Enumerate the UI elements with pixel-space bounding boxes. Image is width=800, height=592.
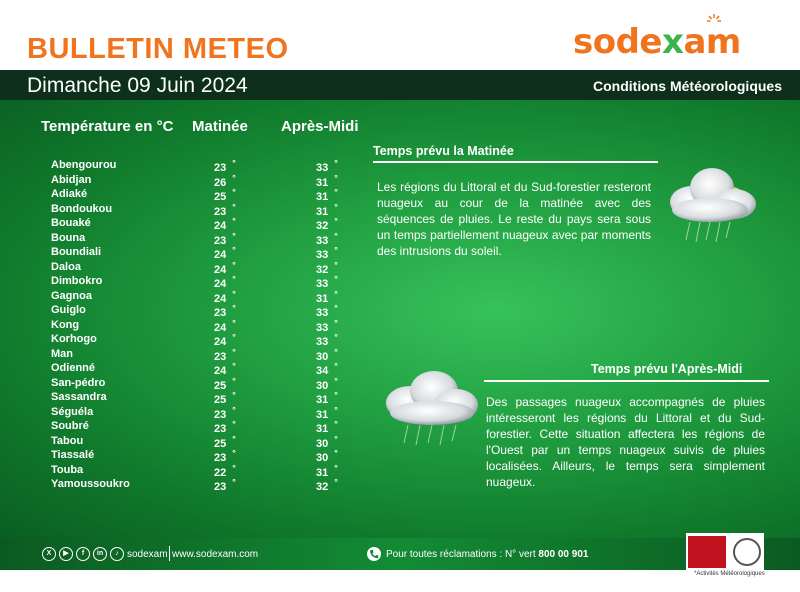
degree-symbol: °	[232, 245, 236, 255]
afternoon-temperature: 31	[316, 408, 329, 421]
conditions-label: Conditions Météorologiques	[593, 78, 782, 94]
afternoon-temperature: 30	[316, 452, 329, 464]
morning-temperature: 25	[214, 379, 227, 392]
cloud-rain-icon	[376, 365, 486, 449]
morning-temperature: 23	[214, 423, 227, 435]
afternoon-temperature: 32	[316, 481, 329, 493]
morning-temperature: 23	[214, 350, 227, 363]
morning-temperature: 22	[214, 466, 227, 479]
morning-temperature: 24	[214, 365, 227, 377]
afternoon-temperature: 34	[316, 365, 329, 377]
morning-temperature: 24	[214, 249, 227, 261]
city-name: Bouaké	[51, 217, 91, 229]
degree-symbol: °	[232, 462, 236, 473]
claims-label: Pour toutes réclamations : N° vert	[386, 549, 539, 560]
afternoon-temperature: 32	[316, 263, 329, 276]
city-name: Korhogo	[51, 333, 97, 345]
degree-symbol: °	[334, 201, 338, 212]
degree-symbol: °	[334, 288, 338, 299]
afternoon-temperature: 30	[316, 350, 329, 363]
morning-temperature: 25	[214, 437, 227, 450]
afternoon-temperature: 33	[316, 307, 329, 319]
degree-symbol: °	[334, 259, 338, 270]
afternoon-temperature: 33	[316, 249, 329, 261]
afternoon-temperature: 31	[316, 292, 329, 305]
degree-symbol: °	[232, 288, 236, 299]
afternoon-temperature: 32	[316, 220, 329, 232]
city-name: Abengourou	[51, 159, 117, 171]
degree-symbol: °	[232, 346, 236, 357]
degree-symbol: °	[334, 419, 338, 429]
morning-temperature: 25	[214, 394, 227, 406]
degree-symbol: °	[232, 477, 236, 487]
degree-symbol: °	[334, 477, 338, 487]
degree-symbol: °	[334, 158, 338, 168]
degree-symbol: °	[232, 332, 236, 342]
morning-temperature: 24	[214, 278, 227, 290]
morning-temperature: 24	[214, 263, 227, 276]
degree-symbol: °	[232, 172, 236, 183]
degree-symbol: °	[334, 216, 338, 226]
degree-symbol: °	[334, 303, 338, 313]
degree-symbol: °	[334, 332, 338, 342]
temperature-column-header: Température en °C	[41, 118, 174, 135]
city-name: Man	[51, 347, 73, 360]
degree-symbol: °	[334, 346, 338, 357]
afternoon-temperature: 33	[316, 278, 329, 290]
morning-title-rule	[373, 161, 658, 163]
degree-symbol: °	[232, 274, 236, 284]
footer-divider	[169, 546, 170, 561]
cloud-sun-rain-icon	[660, 158, 764, 248]
city-name: Yamoussoukro	[51, 478, 130, 490]
city-name: Abidjan	[51, 173, 92, 186]
city-name: Odienné	[51, 362, 96, 374]
degree-symbol: °	[334, 448, 338, 458]
degree-symbol: °	[334, 404, 338, 415]
afternoon-temperature: 30	[316, 379, 329, 392]
degree-symbol: °	[334, 317, 338, 328]
degree-symbol: °	[232, 187, 236, 197]
iso-badge	[688, 536, 726, 568]
morning-column-header: Matinée	[192, 118, 248, 135]
city-name: Touba	[51, 463, 84, 476]
degree-symbol: °	[334, 245, 338, 255]
morning-temperature: 24	[214, 321, 227, 334]
degree-symbol: °	[232, 419, 236, 429]
afternoon-temperature: 31	[316, 394, 329, 406]
facebook-icon[interactable]: f	[76, 547, 90, 561]
afternoon-title-rule	[484, 380, 769, 382]
afternoon-temperature: 33	[316, 336, 329, 348]
degree-symbol: °	[232, 361, 236, 371]
afternoon-temperature-list	[316, 158, 338, 492]
morning-temperature: 23	[214, 162, 227, 174]
city-name: Soubré	[51, 420, 89, 432]
morning-temperature: 23	[214, 452, 227, 464]
afternoon-temperature: 33	[316, 162, 329, 174]
morning-temperature: 23	[214, 234, 227, 247]
phone-icon	[367, 547, 381, 561]
city-list	[51, 158, 130, 492]
degree-symbol: °	[232, 433, 236, 444]
degree-symbol: °	[232, 216, 236, 226]
city-name: Tabou	[51, 434, 84, 447]
morning-forecast-text: Les régions du Littoral et du Sud-forestier resteront nuageux au cour de la matinée avec des séquences de pluies. Le reste du pays sera sous un temps partiellement nuageux avec par moments des intrusions du soleil.	[377, 180, 651, 258]
degree-symbol: °	[334, 274, 338, 284]
morning-temperature: 24	[214, 220, 227, 232]
morning-temperature: 23	[214, 481, 227, 493]
city-name: Guiglo	[51, 304, 86, 316]
degree-symbol: °	[334, 230, 338, 241]
afternoon-temperature-cell	[316, 477, 338, 492]
website-link[interactable]: www.sodexam.com	[172, 549, 259, 560]
youtube-icon[interactable]: ▶	[59, 547, 73, 561]
degree-symbol: °	[232, 375, 236, 386]
page-title: BULLETIN METEO	[27, 33, 289, 65]
city-name: Dimbokro	[51, 275, 103, 287]
city-name: Bouna	[51, 231, 86, 244]
city-name: Sassandra	[51, 391, 107, 403]
degree-symbol: °	[334, 390, 338, 400]
degree-symbol: °	[232, 201, 236, 212]
city-name: Adiaké	[51, 188, 88, 200]
afternoon-temperature: 33	[316, 321, 329, 334]
city-name: Séguéla	[51, 405, 94, 418]
city-name: San-pédro	[51, 376, 106, 389]
x-icon[interactable]: X	[42, 547, 56, 561]
bulletin-date: Dimanche 09 Juin 2024	[27, 74, 248, 97]
morning-temperature: 23	[214, 205, 227, 218]
morning-temperature: 26	[214, 176, 227, 189]
linkedin-icon[interactable]: in	[93, 547, 107, 561]
afternoon-column-header: Après-Midi	[281, 118, 359, 135]
social-icons	[42, 547, 124, 561]
morning-temperature: 24	[214, 336, 227, 348]
morning-forecast-title: Temps prévu la Matinée	[373, 144, 514, 158]
morning-temperature: 23	[214, 307, 227, 319]
city-name: Daloa	[51, 260, 81, 273]
afternoon-forecast-text: Des passages nuageux accompagnés de pluies intéresseront les régions du Littoral et du Sud-forestier. Cette situation affectera les régions de l'Ouest par un temps nuageux suivis de pluies localisées. Ailleurs, le temps sera simplement nuageux.	[486, 395, 765, 489]
afternoon-temperature: 31	[316, 466, 329, 479]
degree-symbol: °	[232, 259, 236, 270]
claims-line	[386, 549, 588, 560]
city-name: Tiassalé	[51, 449, 95, 461]
sun-burst-icon	[707, 14, 721, 28]
degree-symbol: °	[334, 433, 338, 444]
afternoon-forecast-title: Temps prévu l'Après-Midi	[591, 362, 743, 376]
sodexam-logo: sodexam	[573, 22, 741, 62]
bureau-veritas-seal	[733, 538, 761, 566]
degree-symbol: °	[334, 187, 338, 197]
afternoon-temperature: 31	[316, 423, 329, 435]
social-handle: sodexam	[127, 549, 168, 560]
afternoon-temperature: 31	[316, 176, 329, 189]
morning-temperature-list	[214, 158, 236, 492]
degree-symbol: °	[334, 172, 338, 183]
morning-temperature-cell	[214, 477, 236, 492]
tiktok-icon[interactable]: ♪	[110, 547, 124, 561]
degree-symbol: °	[334, 375, 338, 386]
morning-temperature: 23	[214, 408, 227, 421]
city-name: Boundiali	[51, 246, 102, 258]
degree-symbol: °	[334, 361, 338, 371]
afternoon-temperature: 31	[316, 191, 329, 203]
degree-symbol: °	[232, 303, 236, 313]
city-name: Gagnoa	[51, 289, 92, 302]
city-name: Bondoukou	[51, 202, 113, 215]
degree-symbol: °	[232, 390, 236, 400]
degree-symbol: °	[232, 404, 236, 415]
certification-caption: *Activités Météorologiques	[694, 571, 765, 577]
degree-symbol: °	[232, 158, 236, 168]
afternoon-temperature: 30	[316, 437, 329, 450]
morning-temperature: 25	[214, 191, 227, 203]
degree-symbol: °	[232, 317, 236, 328]
degree-symbol: °	[232, 230, 236, 241]
degree-symbol: °	[232, 448, 236, 458]
city-name: Kong	[51, 318, 80, 331]
claims-number: 800 00 901	[538, 549, 589, 560]
afternoon-temperature: 33	[316, 234, 329, 247]
morning-temperature: 24	[214, 292, 227, 305]
afternoon-temperature: 31	[316, 205, 329, 218]
degree-symbol: °	[334, 462, 338, 473]
